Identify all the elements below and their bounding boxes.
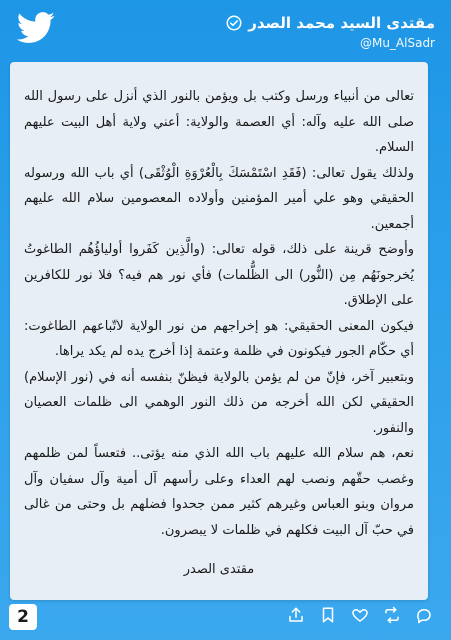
tweet-card [10,62,428,600]
twitter-logo-icon [16,12,56,44]
paragraph-3: وأوضح قرينة على ذلك، قوله تعالى: (والَّذِين كَفَروا أولياؤُهُم الطاغوتُ يُخرجونَهُم مِن (النُّور) الى الظُّلمات) فأي نور هم فيه؟ فلا نور للكافرين على الإطلاق. [24,242,414,308]
account-info [226,14,435,50]
bookmark-icon[interactable] [319,606,337,624]
verified-badge-icon [226,15,242,31]
retweet-icon[interactable] [383,606,401,624]
account-handle[interactable]: @Mu_AlSadr [359,36,435,50]
paragraph-2: ولذلك يقول تعالى: (فَقَدِ اسْتَمْسَكَ بِالْعُرْوَةِ الْوُثْقَى) أي باب الله ورسوله الحقيقي وهو علي أمير المؤمنين وأولاده المعصومين سلام الله عليهم أجمعين. [24,165,414,232]
paragraph-4: فيكون المعنى الحقيقي: هو إخراجهم من نور الولاية لاتّباعهم الطاغوت: أي حكّام الجور فيكونون في ظلمة وعتمة إذا أخرج يده لم يكد يراها. [24,318,414,359]
paragraph-1: تعالى من أنبياء ورسل وكتب بل ويؤمن بالنور الذي أنزل على رسول الله صلى الله عليه وآله: أي العصمة والولاية: أعني ولاية أهل البيت عليهم السلام. [24,89,414,155]
action-bar [287,606,433,624]
signature: مقتدى الصدر [183,562,255,577]
paragraph-5: وبتعبير آخر، فإنّ من لم يؤمن بالولاية فيظنّ بنفسه أنه في (نور الإسلام) الحقيقي لكن الله أخرجه من ذلك النور الوهمي الى ظلمات العصيان والنفور. [24,369,414,436]
like-icon[interactable] [351,606,369,624]
reply-icon[interactable] [415,606,433,624]
tweet-body [24,84,414,543]
tweet-footer [0,600,451,640]
page-number-badge: 2 [9,604,37,630]
paragraph-6: نعم، هم سلام الله عليهم باب الله الذي منه يؤتى.. فتعساً لمن ظلمهم وغصب حقّهم ونصب لهم العداء وعلى رأسهم آل أمية وآل سفيان وآل مروان وبنو العباس وغيرهم كثير ممن جحدوا فضلهم بل وحتى من غالى في حبّ آل البيت فكلهم في ظلمات لا يبصرون. [24,446,414,538]
account-name[interactable]: مقتدى السيد محمد الصدر [248,14,435,32]
share-icon[interactable] [287,606,305,624]
